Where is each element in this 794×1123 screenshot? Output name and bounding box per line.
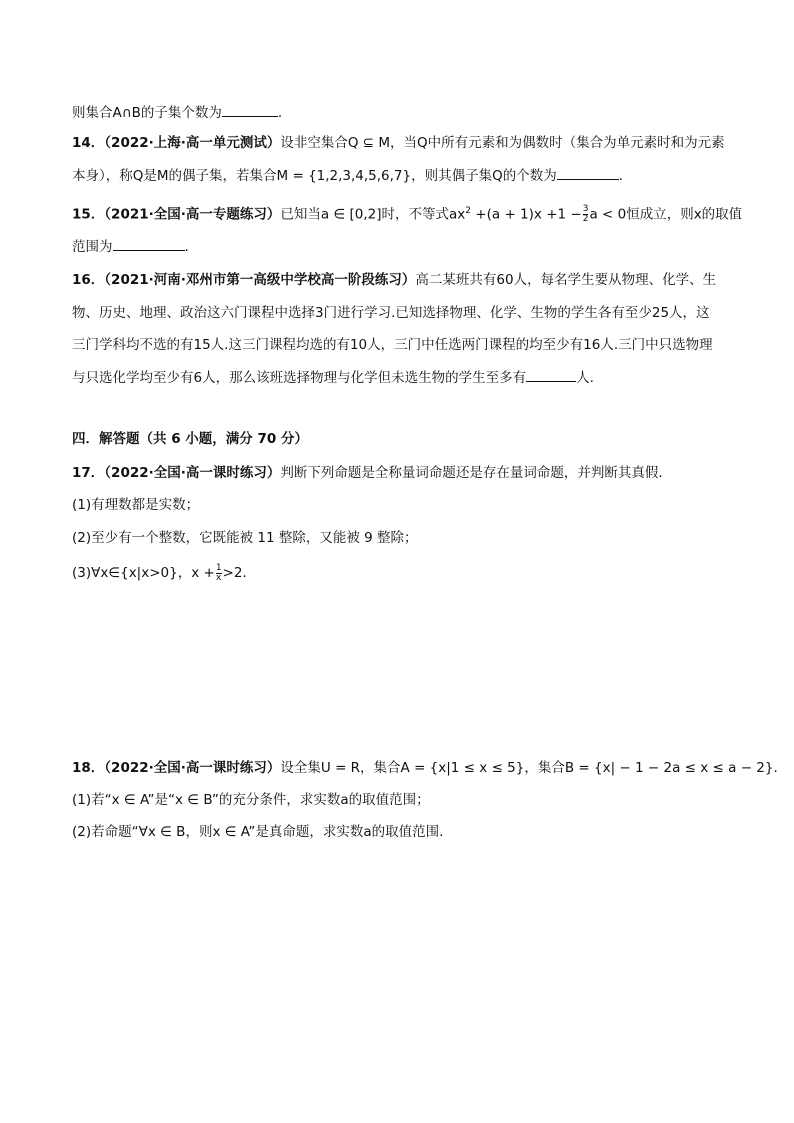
- question-number: 16．: [72, 272, 105, 288]
- q16-text-4: 与只选化学均至少有6人，那么该班选择物理与化学但未选生物的学生至多有: [72, 370, 527, 386]
- q18-line1: [72, 758, 778, 778]
- q18-part1: (1)若“x ∈ A”是“x ∈ B”的充分条件，求实数a的取值范围；: [72, 792, 430, 808]
- q17-stem: 判断下列命题是全称量词命题还是存在量词命题，并判断其真假．: [280, 465, 672, 481]
- q16-line2: [72, 303, 710, 323]
- answer-blank[interactable]: [526, 367, 576, 382]
- q15-fraction: [583, 205, 589, 224]
- q16-end: 人.: [576, 370, 594, 386]
- q15-superscript: 2: [465, 206, 472, 216]
- q16-line1: [72, 270, 716, 290]
- q14-end: .: [618, 168, 624, 184]
- q14-text-2: 本身），称Q是M的偶子集，若集合M = {1,2,3,4,5,6,7}，则其偶子集Q的个数为: [72, 168, 557, 184]
- q16-text-1: 高二某班共有60人，每名学生要从物理、化学、生: [415, 272, 717, 288]
- q14-text-1: 设非空集合Q ⊆ M，当Q中所有元素和为偶数时（集合为单元素时和为元素: [280, 135, 725, 151]
- q15-text-1b: +(a + 1)x +1 −: [471, 206, 582, 223]
- q17-fraction: [216, 564, 222, 583]
- question-number: 18．: [72, 760, 105, 776]
- q14-line2: [72, 165, 623, 186]
- question-source: （2021·河南·邓州市第一高级中学校高一阶段练习）: [104, 272, 416, 288]
- q17-part1: (1)有理数都是实数；: [72, 497, 200, 513]
- q15-text-1a: 已知当a ∈ [0,2]时，不等式ax: [280, 206, 466, 223]
- q16-text-2: 物、历史、地理、政治这六门课程中选择3门进行学习.已知选择物理、化学、生物的学生各有至少25人，这: [72, 305, 710, 321]
- fraction-numerator: 3: [582, 204, 589, 214]
- question-source: （2022·全国·高一课时练习）: [104, 465, 281, 481]
- q13-tail-line: [72, 102, 282, 123]
- answer-blank[interactable]: [222, 102, 278, 117]
- q14-line1: [72, 133, 725, 153]
- q17-part2: (2)至少有一个整数，它既能被 11 整除，又能被 9 整除；: [72, 530, 418, 546]
- q18-part2: (2)若命题“∀x ∈ B，则x ∈ A”是真命题，求实数a的取值范围.: [72, 824, 444, 840]
- q17-part3: [72, 563, 256, 583]
- answer-blank[interactable]: [113, 236, 185, 251]
- question-number: 14．: [72, 135, 105, 151]
- section-heading: 四．解答题（共 6 小题，满分 70 分）: [72, 431, 308, 447]
- fraction-denominator: x: [216, 572, 222, 583]
- question-number: 17．: [72, 465, 105, 481]
- q13-tail-text: 则集合A∩B的子集个数为: [72, 105, 222, 121]
- question-source: （2022·全国·高一课时练习）: [104, 760, 281, 776]
- q15-line2: [72, 236, 189, 257]
- q15-text-1c: a < 0恒成立，则x的取值: [589, 206, 743, 223]
- answer-blank[interactable]: [557, 165, 619, 180]
- question-source: （2022·上海·高一单元测试）: [104, 135, 281, 151]
- q18-stem: 设全集U = R，集合A = {x|1 ≤ x ≤ 5}，集合B = {x| − 1 − 2a ≤ x ≤ a − 2}.: [280, 760, 778, 776]
- q15-end: .: [184, 239, 189, 255]
- q13-tail-end: .: [277, 105, 283, 121]
- q15-line1: [72, 201, 742, 225]
- q17-part3-text-b: >2．: [222, 565, 256, 581]
- q17-part3-text-a: (3)∀x∈{x|x>0}，x +: [72, 565, 215, 581]
- fraction-denominator: 2: [582, 214, 589, 224]
- q16-line4: [72, 367, 594, 388]
- q17-line1: [72, 463, 672, 483]
- q16-line3: [72, 335, 713, 355]
- question-number: 15．: [72, 206, 105, 223]
- question-source: （2021·全国·高一专题练习）: [104, 206, 281, 223]
- fraction-numerator: 1: [215, 562, 222, 573]
- q15-text-2: 范围为: [72, 239, 113, 255]
- q16-text-3: 三门学科均不选的有15人.这三门课程均选的有10人，三门中任选两门课程的均至少有16人.三门中只选物理: [72, 337, 713, 353]
